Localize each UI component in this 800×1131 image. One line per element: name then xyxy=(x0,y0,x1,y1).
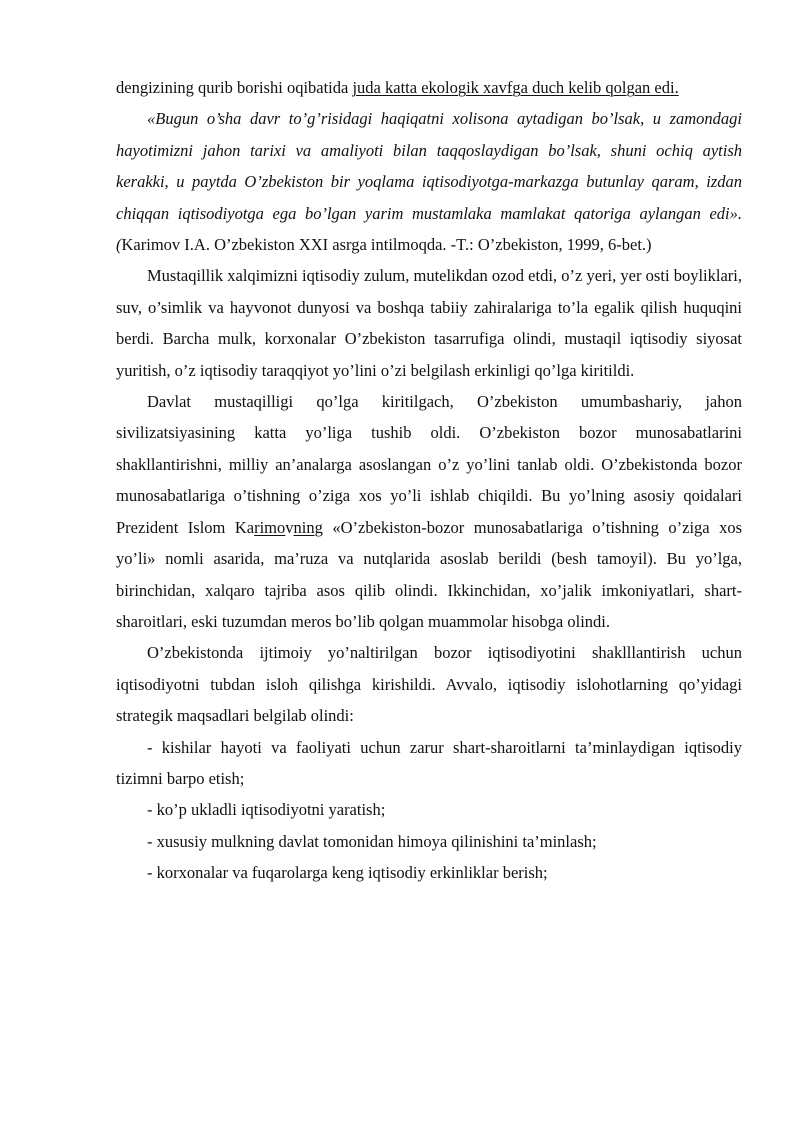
list-item: - xususiy mulkning davlat tomonidan himoya qilinishini ta’minlash; xyxy=(147,831,597,851)
list-item: - korxonalar va fuqarolarga keng iqtisodiy erkinliklar berish; xyxy=(147,863,548,883)
paragraph-5: O’zbekistonda ijtimoiy yo’naltirilgan bozor iqtisodiyotini shaklllantirish uchun iqtisodiyotni tubdan isloh qilishga kirishildi. Avvalo, iqtisodiy islohotlarning qo’yidagi strategik maqsadlari belgilab olindi: xyxy=(116,643,742,726)
quote-text: «Bugun o’sha davr to’g’risidagi haqiqatni xolisona aytadigan bo’lsak, u zamondagi hayotimizni jahon tarixi va amaliyoti bilan taqqoslaydigan bo’lsak, shuni ochiq aytish kerakki, u paytda O’zbekiston bir yoqlama iqtisodiyotga-markazga butunlay qaram, izdan chiqqan iqtisodiyotga ega bo’lgan yarim mustamlaka mamlakat qatoriga aylangan edi». ( xyxy=(116,109,742,255)
paragraph-4 xyxy=(116,386,742,637)
paragraph-1-text: dengizining qurib borishi oqibatida xyxy=(116,78,353,97)
paragraph-4-underlined-1: rimo xyxy=(254,517,286,537)
list-item: - ko’p ukladli iqtisodiyotni yaratish; xyxy=(147,800,386,820)
paragraph-3: Mustaqillik xalqimizni iqtisodiy zulum, mutelikdan ozod etdi, o’z yeri, yer osti boyliklari, suv, o’simlik va hayvonot dunyosi va boshqa tabiiy zahiralariga to’la egalik qilish huquqini berdi. Barcha mulk, korxonalar O’zbekiston tasarrufiga olindi, mustaqil iqtisodiy siyosat yuritish, o’z iqtisodiy taraqqiyot yo’lini o’zi belgilash erkinligi qo’lga kiritildi. xyxy=(116,266,742,380)
quote-citation: Karimov I.A. O’zbekiston XXI asrga intilmoqda. -T.: O’zbekiston, 1999, 6-bet.) xyxy=(121,235,652,255)
paragraph-4-part-2: v xyxy=(285,517,294,537)
paragraph-4-part-1: Davlat mustaqilligi qo’lga kiritilgach, O’zbekiston umumbashariy, jahon sivilizatsiyasining katta yo’liga tushib oldi. O’zbekiston bozor munosabatlarini shakllantirishni, milliy an’analarga asoslangan o’z yo’lini tanlab oldi. O’zbekistonda bozor munosabatlariga o’tishning o’ziga xos yo’li ishlab chiqildi. Bu yo’lning asosiy qoidalari Prezident Islom Ka xyxy=(116,392,742,537)
document-page xyxy=(116,72,742,889)
paragraph-1 xyxy=(116,72,742,103)
quote-paragraph xyxy=(116,103,742,260)
underlined-phrase: juda katta ekologik xavfga duch kelib qolgan edi. xyxy=(352,78,679,97)
paragraph-4-underlined-2: ning xyxy=(293,517,323,537)
paragraph-4-part-3: «O’zbekiston-bozor munosabatlariga o’tishning o’ziga xos yo’li» nomli asarida, ma’ruza va nutqlarida asoslab berildi (besh tamoyil). Bu yo’lga, birinchidan, xalqaro tajriba asos qilib olindi. Ikkinchidan, xo’jalik imkoniyatlari, shart-sharoitlari, eski tuzumdan meros bo’lib qolgan muammolar hisobga olindi. xyxy=(116,517,742,631)
list-item: - kishilar hayoti va faoliyati uchun zarur shart-sharoitlarni ta’minlaydigan iqtisodiy tizimni barpo etish; xyxy=(116,737,742,788)
